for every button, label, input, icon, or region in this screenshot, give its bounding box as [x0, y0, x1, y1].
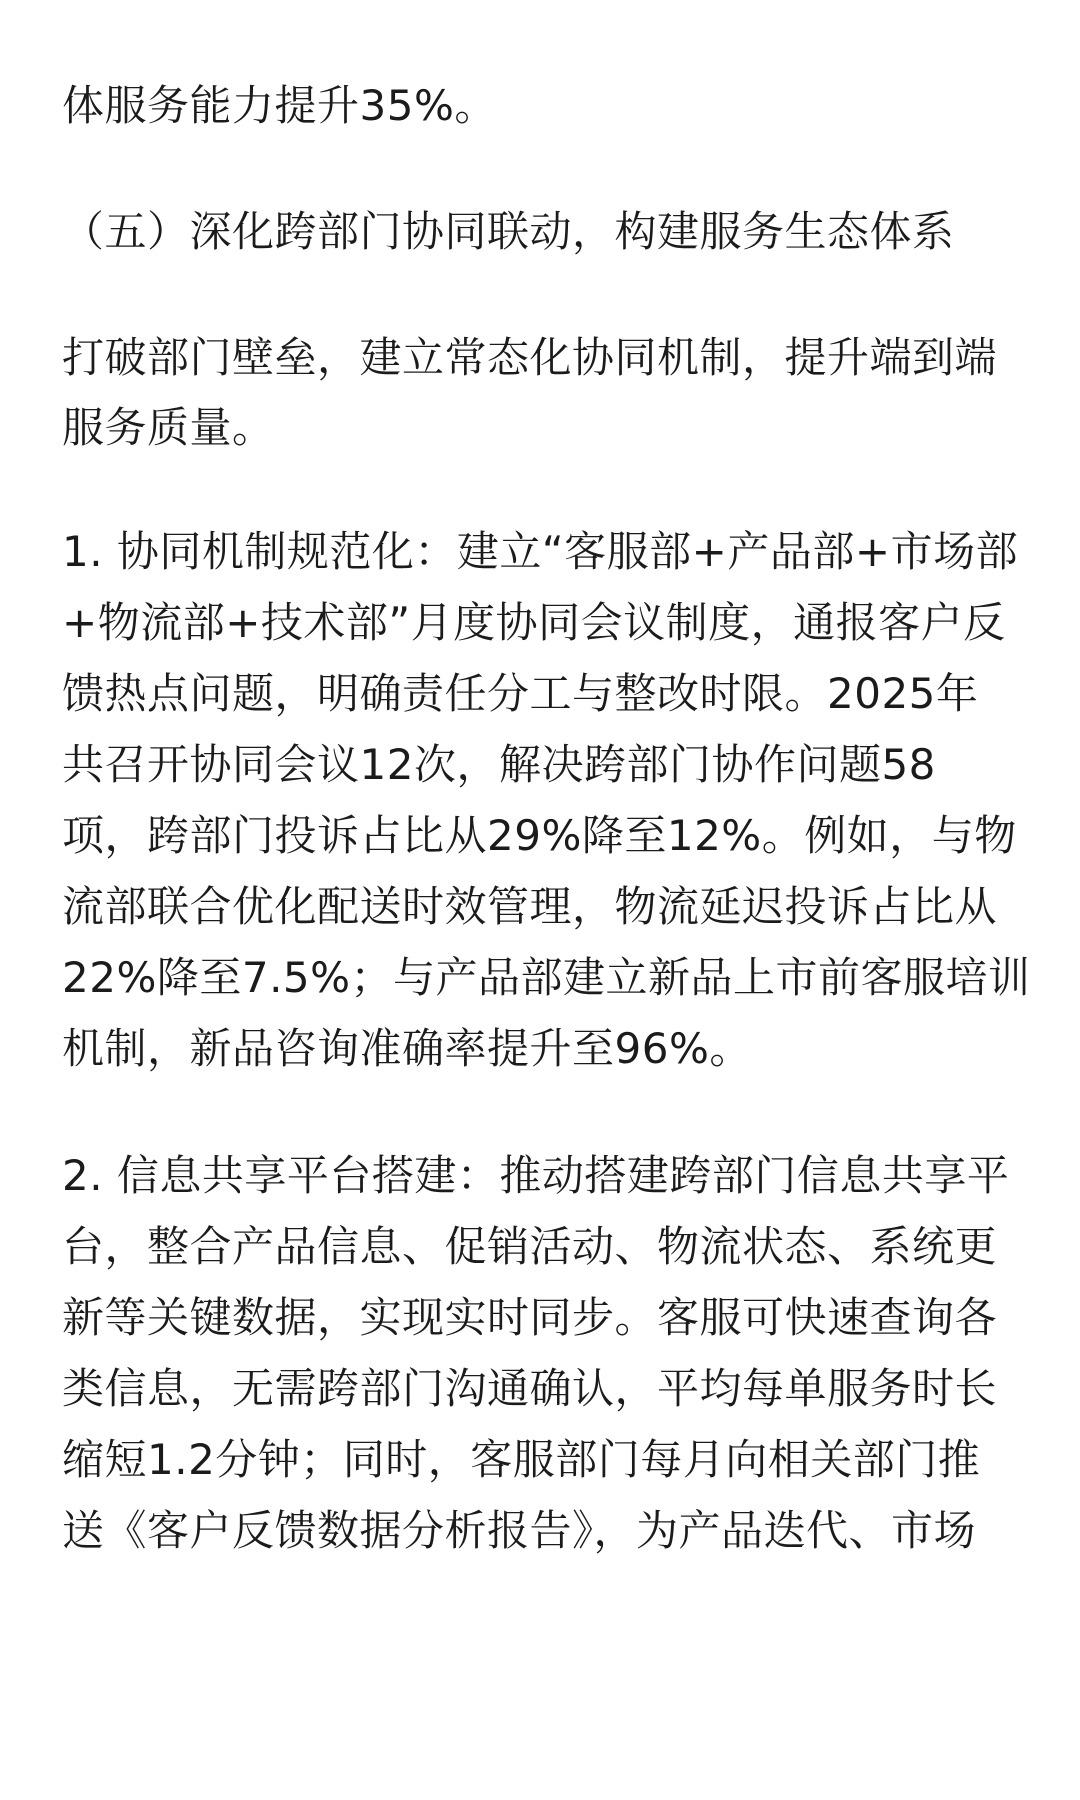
item1-line-3: 馈热点问题，明确责任分工与整改时限。2025年 — [62, 669, 979, 718]
item2-line-6: 送《客户反馈数据分析报告》，为产品迭代、市场 — [62, 1506, 977, 1555]
item1-line-1: 1. 协同机制规范化：建立“客服部+产品部+市场部 — [62, 527, 1019, 576]
intro-tail-line: 体服务能力提升35%。 — [62, 81, 497, 130]
item2-line-2: 台，整合产品信息、促销活动、物流状态、系统更 — [62, 1222, 998, 1271]
item2-line-5: 缩短1.2分钟；同时，客服部门每月向相关部门推 — [62, 1435, 981, 1484]
item2-line-1: 2. 信息共享平台搭建：推动搭建跨部门信息共享平 — [62, 1151, 1010, 1200]
item1-line-5: 项，跨部门投诉占比从29%降至12%。例如，与物 — [62, 811, 1017, 860]
item1-line-6: 流部联合优化配送时效管理，物流延迟投诉占比从 — [62, 882, 998, 931]
section-heading: （五）深化跨部门协同联动，构建服务生态体系 — [62, 207, 955, 256]
item2-line-3: 新等关键数据，实现实时同步。客服可快速查询各 — [62, 1293, 998, 1342]
item2-line-4: 类信息，无需跨部门沟通确认，平均每单服务时长 — [62, 1364, 998, 1413]
item1-line-7: 22%降至7.5%；与产品部建立新品上市前客服培训 — [62, 953, 1031, 1002]
section-intro-line-2: 服务质量。 — [62, 403, 275, 452]
item1-line-8: 机制，新品咨询准确率提升至96%。 — [62, 1024, 752, 1073]
section-intro-line-1: 打破部门壁垒，建立常态化协同机制，提升端到端 — [62, 333, 998, 382]
item1-line-2: +物流部+技术部”月度协同会议制度，通报客户反 — [62, 598, 1006, 647]
item1-line-4: 共召开协同会议12次，解决跨部门协作问题58 — [62, 740, 936, 789]
